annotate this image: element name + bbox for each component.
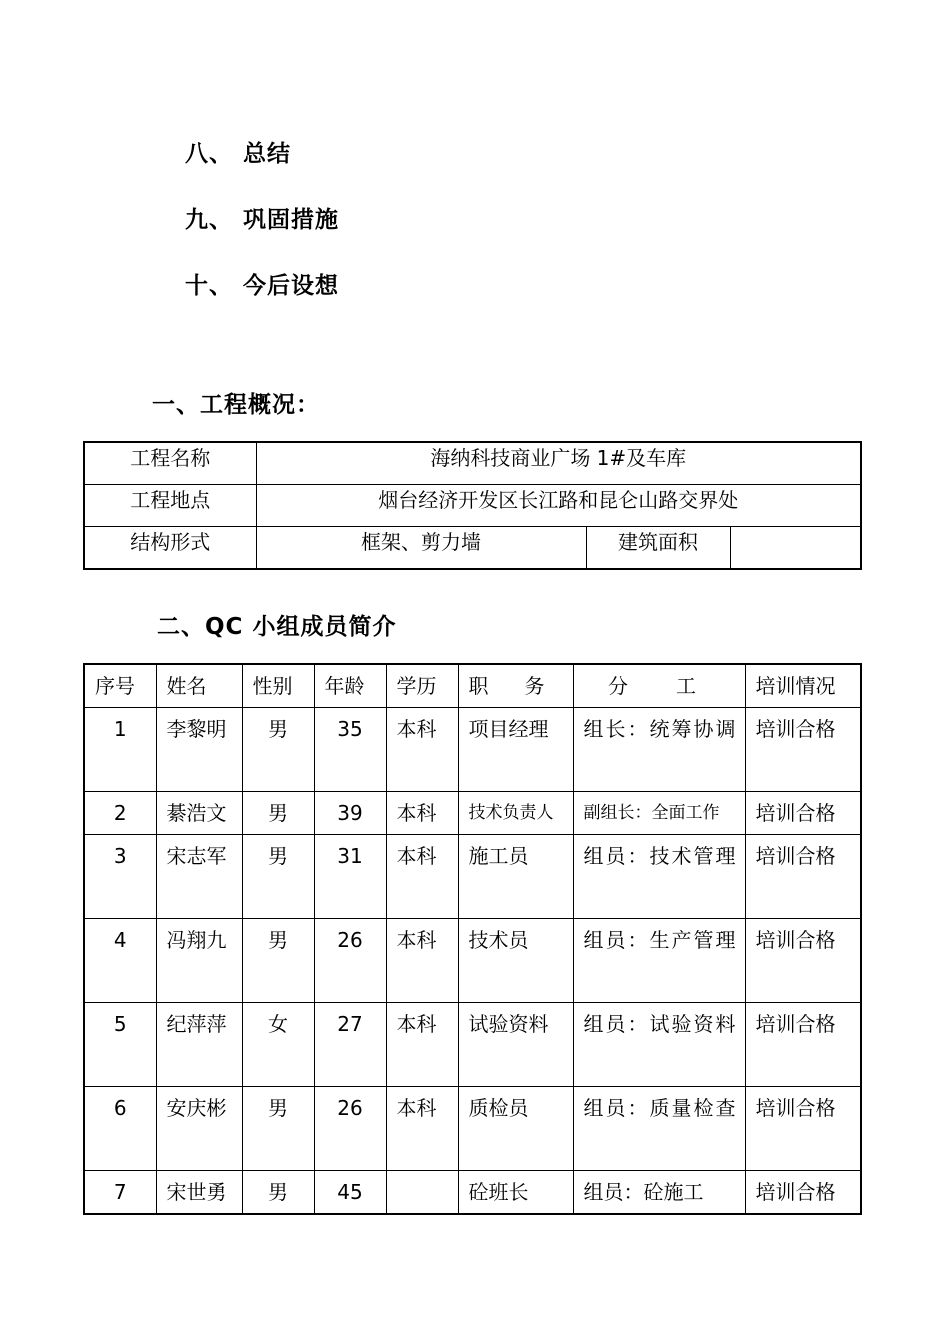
cell-training: 培训合格: [745, 708, 861, 792]
table-row: [84, 485, 861, 527]
cell-name: 綦浩文: [156, 792, 242, 835]
cell-name: 安庆彬: [156, 1087, 242, 1171]
cell-training: 培训合格: [745, 1171, 861, 1215]
cell-no: 6: [84, 1087, 156, 1171]
cell-training: 培训合格: [745, 919, 861, 1003]
cell-education: 本科: [386, 1003, 458, 1087]
table-header-row: [84, 664, 861, 708]
header-duty: 分 工: [573, 664, 745, 708]
cell-training: 培训合格: [745, 1003, 861, 1087]
cell-duty: 组员：技术管理: [573, 835, 745, 919]
toc-number: 八、: [185, 141, 233, 167]
structure-value: 框架、剪力墙: [256, 527, 586, 570]
toc-item: [185, 201, 339, 234]
cell-age: 45: [314, 1171, 386, 1215]
cell-age: 26: [314, 1087, 386, 1171]
header-post: 职 务: [458, 664, 573, 708]
cell-sex: 男: [242, 708, 314, 792]
cell-education: [386, 1171, 458, 1215]
cell-education: 本科: [386, 1087, 458, 1171]
section-title-overview: 一、工程概况：: [152, 392, 320, 418]
cell-post: 技术员: [458, 919, 573, 1003]
cell-training: 培训合格: [745, 792, 861, 835]
cell-education: 本科: [386, 792, 458, 835]
toc-text: 总结: [243, 141, 291, 167]
header-age: 年龄: [314, 664, 386, 708]
area-label: 建筑面积: [586, 527, 730, 570]
cell-duty: 组长：统筹协调: [573, 708, 745, 792]
project-site-label: 工程地点: [84, 485, 256, 527]
cell-name: 纪萍萍: [156, 1003, 242, 1087]
cell-name: 宋志军: [156, 835, 242, 919]
toc-text: 今后设想: [243, 273, 339, 299]
cell-sex: 男: [242, 1171, 314, 1215]
cell-education: 本科: [386, 919, 458, 1003]
header-training: 培训情况: [745, 664, 861, 708]
cell-education: 本科: [386, 835, 458, 919]
cell-education: 本科: [386, 708, 458, 792]
table-row: [84, 919, 861, 1003]
cell-age: 26: [314, 919, 386, 1003]
toc-item: [185, 267, 339, 300]
table-row: [84, 527, 861, 570]
section-title-qc-members: 二、QC 小组成员简介: [157, 614, 397, 640]
cell-sex: 男: [242, 919, 314, 1003]
project-overview-table: [83, 441, 862, 570]
cell-age: 31: [314, 835, 386, 919]
table-row: [84, 835, 861, 919]
cell-training: 培训合格: [745, 835, 861, 919]
cell-no: 5: [84, 1003, 156, 1087]
cell-post: 技术负责人: [458, 792, 573, 835]
cell-duty: 组员：试验资料: [573, 1003, 745, 1087]
project-site-value: 烟台经济开发区长江路和昆仑山路交界处: [256, 485, 861, 527]
table-row: [84, 792, 861, 835]
cell-name: 李黎明: [156, 708, 242, 792]
table-row: [84, 708, 861, 792]
cell-post: 砼班长: [458, 1171, 573, 1215]
cell-no: 3: [84, 835, 156, 919]
cell-post: 质检员: [458, 1087, 573, 1171]
header-sex: 性别: [242, 664, 314, 708]
header-name: 姓名: [156, 664, 242, 708]
table-row: [84, 1003, 861, 1087]
cell-duty: 组员：质量检查: [573, 1087, 745, 1171]
cell-age: 27: [314, 1003, 386, 1087]
cell-training: 培训合格: [745, 1087, 861, 1171]
area-value: [730, 527, 861, 570]
cell-name: 冯翔九: [156, 919, 242, 1003]
cell-sex: 女: [242, 1003, 314, 1087]
cell-no: 2: [84, 792, 156, 835]
structure-label: 结构形式: [84, 527, 256, 570]
cell-name: 宋世勇: [156, 1171, 242, 1215]
table-row: [84, 1171, 861, 1215]
cell-sex: 男: [242, 1087, 314, 1171]
project-name-label: 工程名称: [84, 442, 256, 485]
cell-no: 1: [84, 708, 156, 792]
cell-post: 施工员: [458, 835, 573, 919]
cell-no: 4: [84, 919, 156, 1003]
cell-post: 试验资料: [458, 1003, 573, 1087]
cell-post: 项目经理: [458, 708, 573, 792]
table-row: [84, 1087, 861, 1171]
toc-number: 九、: [185, 207, 233, 233]
table-row: [84, 442, 861, 485]
header-education: 学历: [386, 664, 458, 708]
cell-duty: 组员：砼施工: [573, 1171, 745, 1215]
cell-duty: 副组长：全面工作: [573, 792, 745, 835]
toc-text: 巩固措施: [243, 207, 339, 233]
project-name-value: 海纳科技商业广场 1#及车库: [256, 442, 861, 485]
qc-members-table: [83, 663, 862, 1215]
toc-number: 十、: [185, 273, 233, 299]
cell-sex: 男: [242, 792, 314, 835]
cell-age: 39: [314, 792, 386, 835]
cell-duty: 组员：生产管理: [573, 919, 745, 1003]
toc-item: [185, 135, 291, 168]
cell-no: 7: [84, 1171, 156, 1215]
cell-age: 35: [314, 708, 386, 792]
cell-sex: 男: [242, 835, 314, 919]
header-no: 序号: [84, 664, 156, 708]
